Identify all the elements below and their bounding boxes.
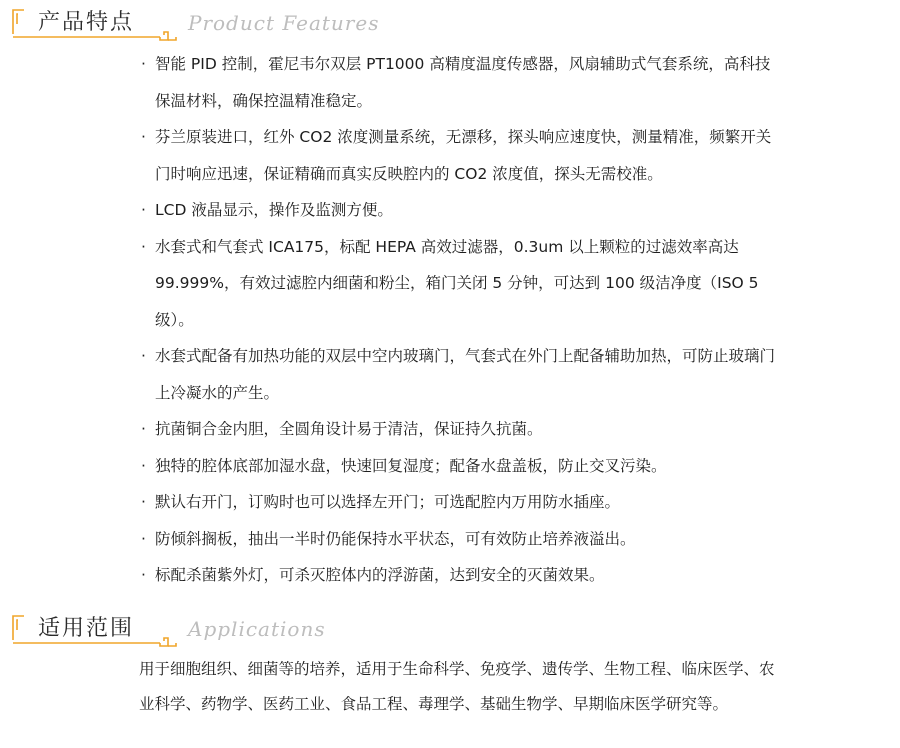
feature-text: 芬兰原装进口，红外 CO2 浓度测量系统，无漂移，探头响应速度快，测量精准，频繁开关门时响应迅速，保证精确而真实反映腔内的 CO2 浓度值，探头无需校准。: [155, 128, 772, 183]
feature-text: 水套式和气套式 ICA175，标配 HEPA 高效过滤器，0.3um 以上颗粒的过滤效率高达 99.999%，有效过滤腔内细菌和粉尘，箱门关闭 5 分钟，可达到 100 级洁净度（ISO 5 级）。: [155, 237, 759, 329]
bullet-dot: ·: [141, 201, 146, 219]
applications-title-frame: [10, 610, 178, 650]
features-list: [140, 46, 780, 594]
feature-item-uv-lamp: [140, 557, 780, 594]
feature-text: 智能 PID 控制，霍尼韦尔双层 PT1000 高精度温度传感器，风扇辅助式气套系统，高科技保温材料，确保控温精准稳定。: [155, 55, 771, 110]
applications-title-en: Applications: [188, 617, 326, 641]
feature-text: 默认右开门，订购时也可以选择左开门；可选配腔内万用防水插座。: [155, 493, 621, 511]
feature-item-humidity-pan: [140, 448, 780, 485]
bullet-dot: ·: [141, 566, 146, 584]
feature-item-lcd: [140, 192, 780, 229]
feature-text: 标配杀菌紫外灯，可杀灭腔体内的浮游菌，达到安全的灭菌效果。: [155, 566, 605, 584]
bullet-dot: ·: [141, 128, 146, 146]
features-section-header: [10, 4, 890, 44]
feature-item-door-option: [140, 484, 780, 521]
feature-item-shelf: [140, 521, 780, 558]
bullet-dot: ·: [141, 347, 146, 365]
bullet-dot: ·: [141, 493, 146, 511]
feature-text: 抗菌铜合金内胆，全圆角设计易于清洁，保证持久抗菌。: [155, 420, 543, 438]
applications-title-cn: 适用范围: [38, 616, 135, 641]
feature-item-hepa: [140, 229, 780, 339]
applications-text: 用于细胞组织、细菌等的培养，适用于生命科学、免疫学、遗传学、生物工程、临床医学、农业科学、药物学、医药工业、食品工程、毒理学、基础生物学、早期临床医学研究等。: [139, 660, 775, 713]
feature-text: 独特的腔体底部加湿水盘，快速回复湿度；配备水盘盖板，防止交叉污染。: [155, 456, 667, 475]
feature-item-copper-chamber: [140, 411, 780, 448]
bullet-dot: ·: [141, 55, 146, 73]
features-title-en: Product Features: [188, 11, 380, 35]
feature-text: LCD 液晶显示，操作及监测方便。: [155, 201, 393, 219]
feature-text: 防倾斜搁板，抽出一半时仍能保持水平状态，可有效防止培养液溢出。: [155, 529, 636, 548]
feature-text: 水套式配备有加热功能的双层中空内玻璃门，气套式在外门上配备辅助加热，可防止玻璃门上冷凝水的产生。: [155, 347, 776, 402]
features-title-frame: [10, 4, 178, 44]
bullet-dot: ·: [141, 456, 146, 475]
bullet-dot: ·: [141, 237, 146, 256]
applications-section-header: [10, 610, 890, 650]
features-title-cn: 产品特点: [38, 10, 135, 35]
feature-item-pid-control: [140, 46, 780, 119]
bullet-dot: ·: [141, 420, 146, 438]
bullet-dot: ·: [141, 529, 146, 548]
feature-item-co2-sensor: [140, 119, 780, 192]
feature-item-glass-door: [140, 338, 780, 411]
